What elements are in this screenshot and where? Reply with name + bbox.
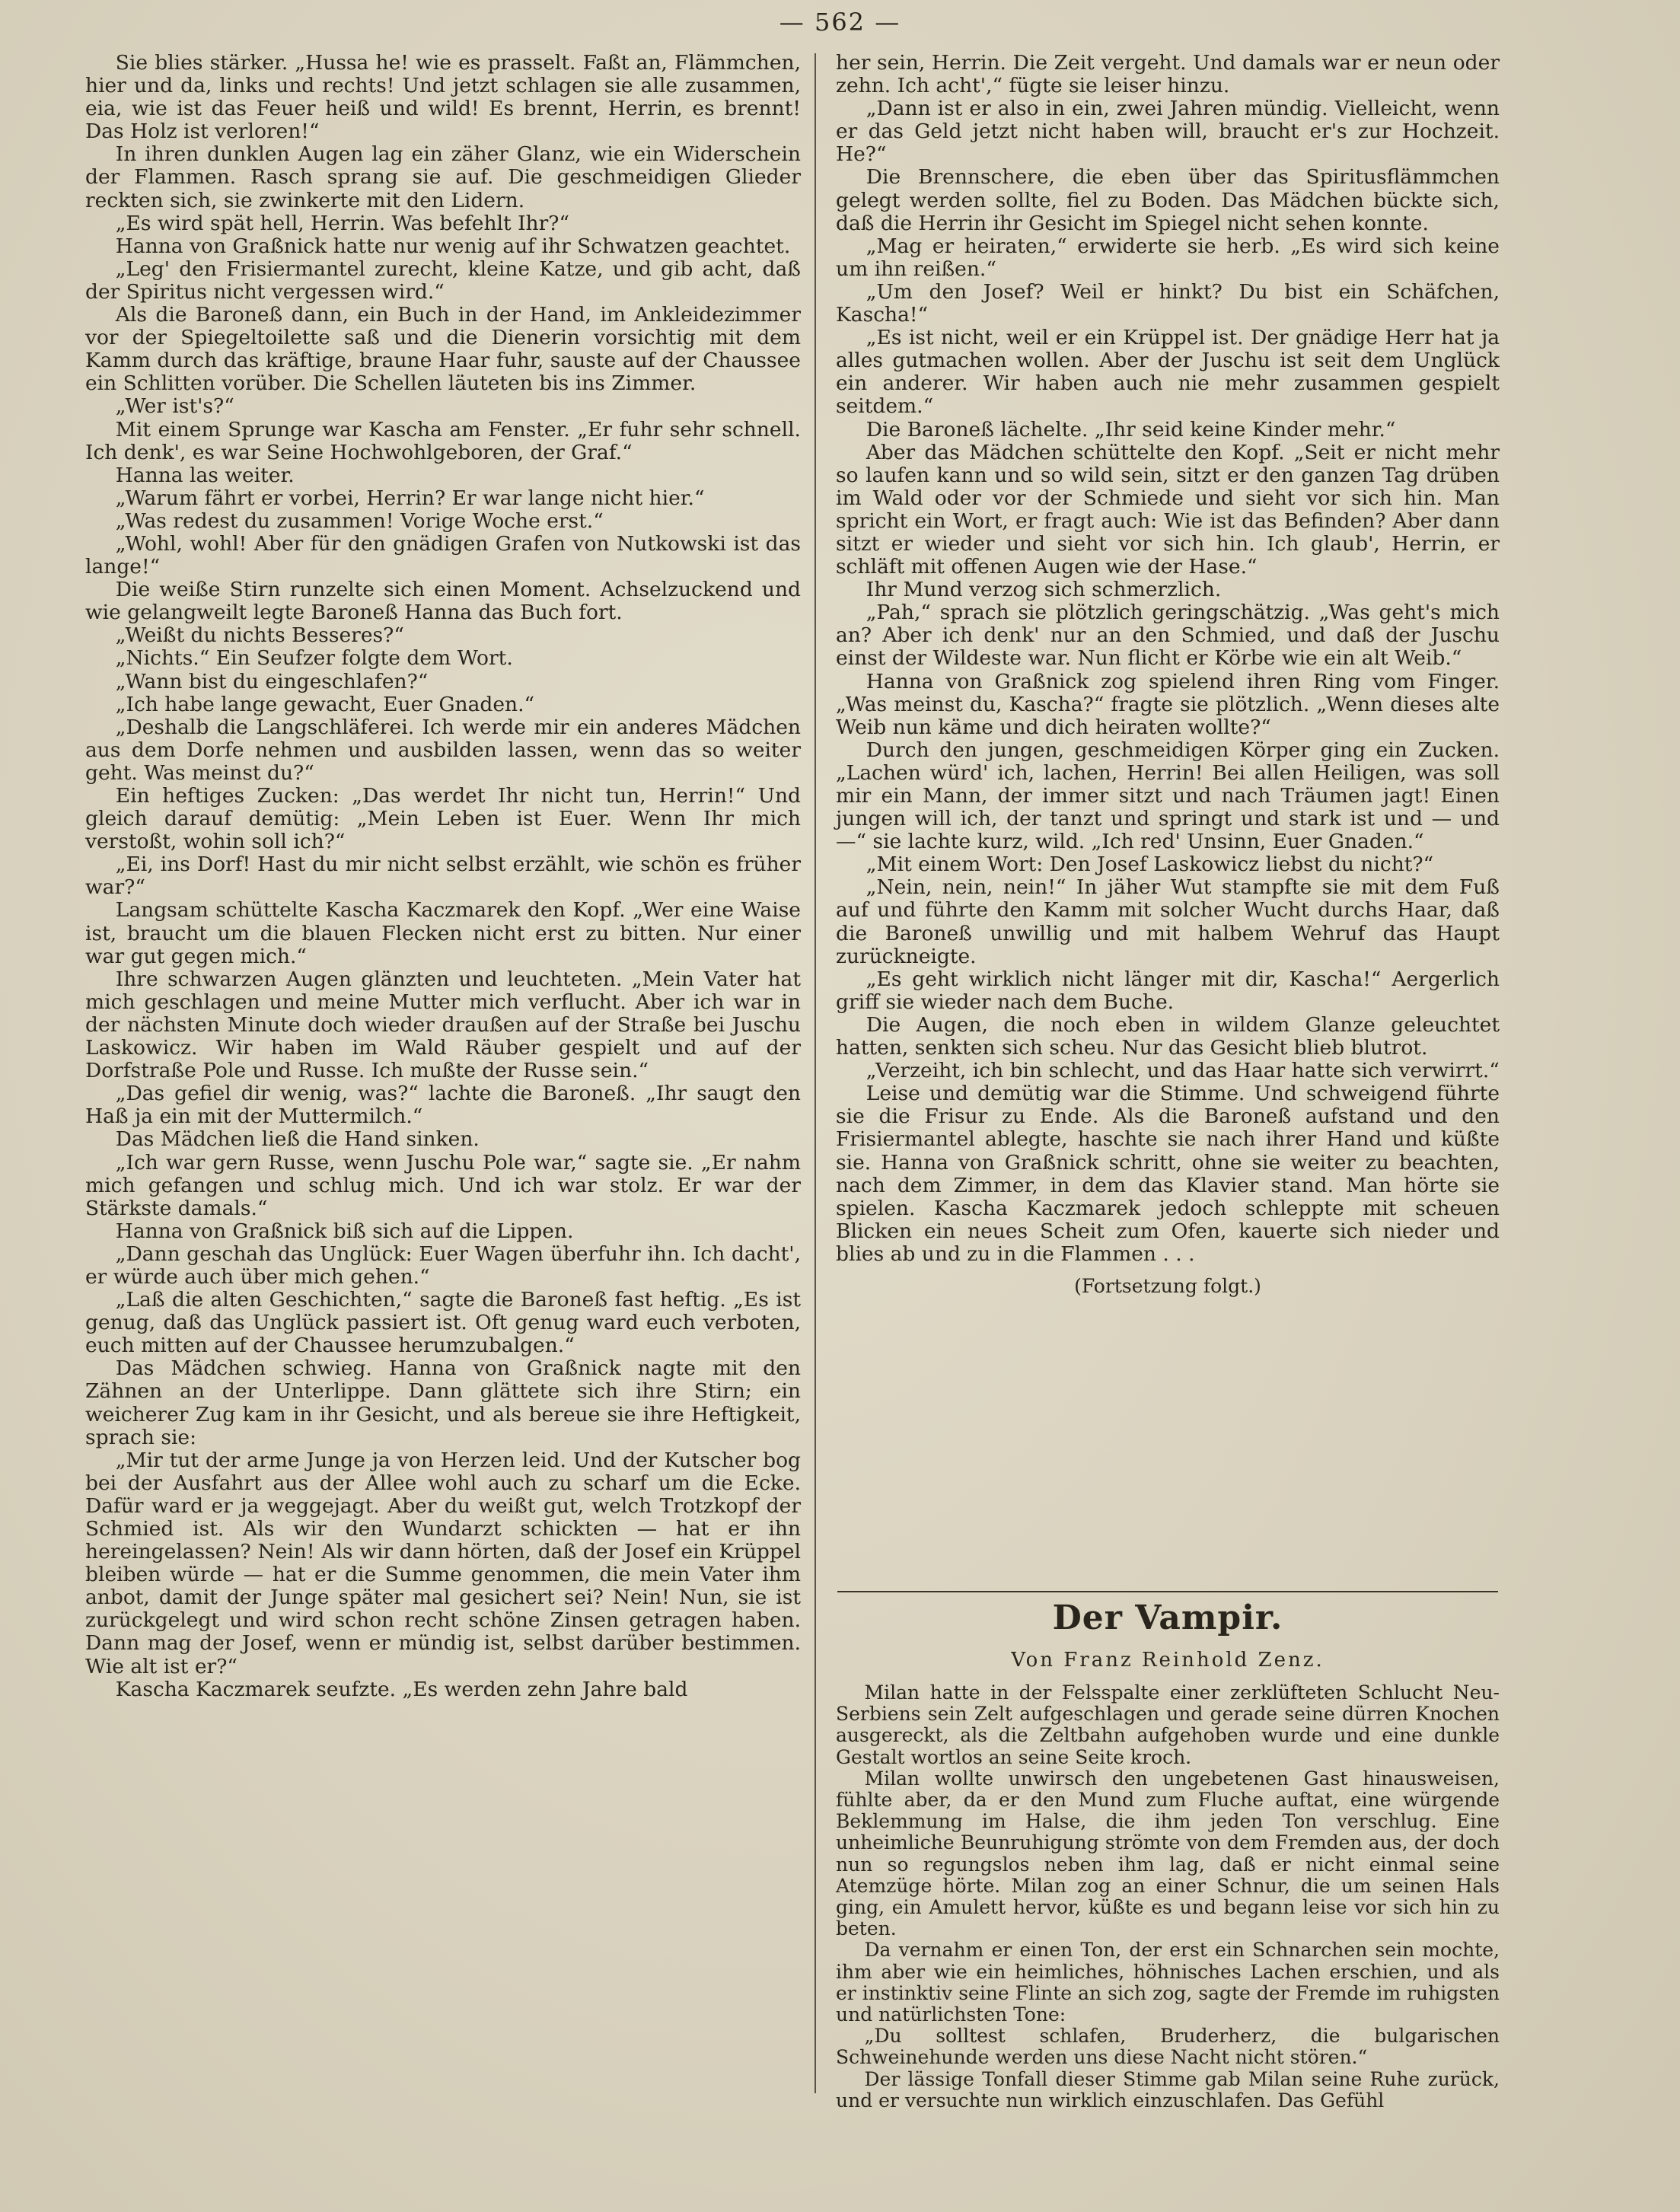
paragraph: „Dann geschah das Unglück: Euer Wagen überfuhr ihn. Ich dacht', er würde auch über mich gehen.“ [85, 1241, 801, 1289]
paragraph: „Um den Josef? Weil er hinkt? Du bist ein Schäfchen, Kascha!“ [836, 279, 1500, 327]
column-divider [814, 53, 816, 2093]
paragraph: „Wohl, wohl! Aber für den gnädigen Grafen von Nutkowski ist das lange!“ [85, 531, 801, 579]
paragraph: „Leg' den Frisiermantel zurecht, kleine Katze, und gib acht, daß der Spiritus nicht vergessen wird.“ [85, 257, 801, 304]
right-column [836, 52, 1500, 1298]
paragraph: „Mir tut der arme Junge ja von Herzen leid. Und der Kutscher bog bei der Ausfahrt aus der Allee wohl auch zu scharf um die Ecke. Dafür ward er ja weggejagt. Aber du weißt gut, welch Trotzkopf der Schmied ist. Als wir den Wundarzt schickten — hat er ihn hereingelassen? Nein! Als wir dann hörten, daß der Josef ein Krüppel bleiben würde — hat er die Summe genommen, die mein Vater ihm anbot, damit der Junge später mal gesichert sei? Nein! Nun, sie ist zurückgelegt und wird schon recht schöne Zinsen getragen haben. Dann mag der Josef, wenn er mündig ist, selbst darüber bestimmen. Wie alt ist er?“ [85, 1448, 801, 1678]
story-body [836, 1682, 1500, 2112]
paragraph: „Pah,“ sprach sie plötzlich geringschätzig. „Was geht's mich an? Aber ich denk' nur an den Schmied, und daß der Juschu einst der Wildeste war. Nun flicht er Körbe wie ein alt Weib.“ [836, 601, 1500, 671]
page-number: — 562 — [779, 8, 901, 37]
paragraph: Kascha Kaczmarek seufzte. „Es werden zehn Jahre bald [115, 1677, 688, 1701]
paragraph: In ihren dunklen Augen lag ein zäher Glanz, wie ein Widerschein der Flammen. Rasch sprang sie auf. Die geschmeidigen Glieder reckten sich, sie zwinkerte mit den Lidern. [85, 142, 801, 212]
paragraph: „Es wird spät hell, Herrin. Was befehlt Ihr?“ [115, 211, 570, 235]
paragraph: Ihr Mund verzog sich schmerzlich. [866, 578, 1222, 602]
paragraph: Ihre schwarzen Augen glänzten und leuchteten. „Mein Vater hat mich geschlagen und meine Mutter mich verflucht. Aber ich war in der nächsten Minute doch wieder draußen auf der Straße bei Juschu Laskowicz. Wir haben im Wald Räuber gespielt und auf der Dorfstraße Pole und Russe. Ich mußte der Russe sein.“ [85, 967, 801, 1083]
paragraph: Sie blies stärker. „Hussa he! wie es prasselt. Faßt an, Flämmchen, hier und da, links und rechts! Und jetzt schlagen sie alle zusammen, eia, wie ist das Feuer heiß und wild! Es brennt, Herrin, es brennt! Das Holz ist verloren!“ [85, 51, 801, 144]
paragraph: Die weiße Stirn runzelte sich einen Moment. Achselzuckend und wie gelangweilt legte Baroneß Hanna das Buch fort. [85, 578, 801, 625]
paragraph: „Ich habe lange gewacht, Euer Gnaden.“ [115, 692, 535, 716]
paragraph: Der lässige Tonfall dieser Stimme gab Milan seine Ruhe zurück, und er versuchte nun wirklich einzuschlafen. Das Gefühl [836, 2067, 1500, 2112]
paragraph: Mit einem Sprunge war Kascha am Fenster. „Er fuhr sehr schnell. Ich denk', es war Seine Hochwohlgeboren, der Graf.“ [85, 417, 801, 464]
left-column [85, 52, 801, 1701]
paragraph: Hanna las weiter. [115, 463, 295, 487]
story-author: Von Franz Reinhold Zenz. [1011, 1649, 1325, 1672]
paragraph: „Deshalb die Langschläferei. Ich werde mir ein anderes Mädchen aus dem Dorfe nehmen und ausbilden lassen, wenn das so weiter geht. Was meinst du?“ [85, 715, 801, 785]
paragraph: „Nein, nein, nein!“ In jäher Wut stampfte sie mit dem Fuß auf und führte den Kamm mit solcher Wucht durchs Haar, daß die Baroneß unwillig und mit halbem Wehruf das Haupt zurückneigte. [836, 875, 1500, 968]
paragraph: Ein heftiges Zucken: „Das werdet Ihr nicht tun, Herrin!“ Und gleich darauf demütig: „Mein Leben ist Euer. Wenn Ihr mich verstoßt, wohin soll ich?“ [85, 784, 801, 854]
paragraph: „Mit einem Wort: Den Josef Laskowicz liebst du nicht?“ [866, 853, 1434, 877]
paragraph: Milan hatte in der Felsspalte einer zerklüfteten Schlucht Neu-Serbiens sein Zelt aufgeschlagen und gerade seine dürren Knochen ausgereckt, als die Zeltbahn aufgehoben wurde und eine dunkle Gestalt wortlos an seine Seite kroch. [836, 1681, 1500, 1768]
paragraph: „Verzeiht, ich bin schlecht, und das Haar hatte sich verwirrt.“ [866, 1059, 1500, 1083]
paragraph: „Ei, ins Dorf! Hast du mir nicht selbst erzählt, wie schön es früher war?“ [85, 853, 801, 900]
paragraph: „Ich war gern Russe, wenn Juschu Pole war,“ sagte sie. „Er nahm mich gefangen und schlug mich. Und ich war stolz. Er war der Stärkste damals.“ [85, 1150, 801, 1220]
paragraph: „Weißt du nichts Besseres?“ [115, 623, 404, 648]
paragraph: Langsam schüttelte Kascha Kaczmarek den Kopf. „Wer eine Waise ist, braucht um die blauen Flecken nicht erst zu bitten. Nur einer war gut gegen mich.“ [85, 898, 801, 968]
paragraph: Die Brennschere, die eben über das Spiritusflämmchen gelegt werden sollte, fiel zu Boden. Das Mädchen bückte sich, daß die Herrin ihr Gesicht im Spiegel nicht sehen konnte. [836, 165, 1500, 235]
paragraph: „Was redest du zusammen! Vorige Woche erst.“ [115, 508, 604, 533]
paragraph: Das Mädchen schwieg. Hanna von Graßnick nagte mit den Zähnen an der Unterlippe. Dann glättete sich ihre Stirn; ein weicherer Zug kam in ihr Gesicht, und als bereue sie ihre Heftigkeit, sprach sie: [85, 1356, 801, 1449]
paragraph: Durch den jungen, geschmeidigen Körper ging ein Zucken. „Lachen würd' ich, lachen, Herrin! Bei allen Heiligen, was soll mir ein Mann, der immer sitzt und nach Träumen jagt! Einen jungen will ich, der tanzt und springt und stark ist und — und —“ sie lachte kurz, wild. „Ich red' Unsinn, Euer Gnaden.“ [836, 738, 1500, 854]
paragraph: Das Mädchen ließ die Hand sinken. [115, 1127, 480, 1152]
story-title: Der Vampir. [1052, 1598, 1283, 1637]
continued-note: (Fortsetzung folgt.) [1074, 1274, 1261, 1297]
paragraph: „Wer ist's?“ [115, 394, 234, 419]
paragraph: „Warum fährt er vorbei, Herrin? Er war lange nicht hier.“ [115, 486, 705, 510]
paragraph: „Das gefiel dir wenig, was?“ lachte die Baroneß. „Ihr saugt den Haß ja ein mit der Muttermilch.“ [85, 1082, 801, 1129]
paragraph: „Es geht wirklich nicht länger mit dir, Kascha!“ Aergerlich griff sie wieder nach dem Buche. [836, 967, 1500, 1014]
paragraph: her sein, Herrin. Die Zeit vergeht. Und damals war er neun oder zehn. Ich acht',“ fügte sie leiser hinzu. [836, 51, 1500, 98]
paragraph: „Es ist nicht, weil er ein Krüppel ist. Der gnädige Herr hat ja alles gutmachen wollen. Aber der Juschu ist seit dem Unglück ein anderer. Wir haben auch nie mehr zusammen gespielt seitdem.“ [836, 326, 1500, 419]
paragraph: „Laß die alten Geschichten,“ sagte die Baroneß fast heftig. „Es ist genug, daß das Unglück passiert ist. Oft genug ward euch verboten, euch mitten auf der Chaussee herumzubalgen.“ [85, 1288, 801, 1358]
paragraph: Die Baroneß lächelte. „Ihr seid keine Kinder mehr.“ [866, 417, 1396, 441]
paragraph: „Nichts.“ Ein Seufzer folgte dem Wort. [115, 646, 513, 671]
paragraph: Aber das Mädchen schüttelte den Kopf. „Seit er nicht mehr so laufen kann und so wild sein, sitzt er den ganzen Tag drüben im Wald oder vor der Schmiede und sieht vor sich hin. Man spricht ein Wort, er fragt auch: Wie ist das Befinden? Aber dann sitzt er wieder und sieht vor sich hin. Ich glaub', Herrin, er schläft mit offenen Augen wie der Hase.“ [836, 440, 1500, 579]
paragraph: „Wann bist du eingeschlafen?“ [115, 669, 429, 693]
paragraph: Da vernahm er einen Ton, der erst ein Schnarchen sein mochte, ihm aber wie ein heimliches, höhnisches Lachen erschien, und als er instinktiv seine Flinte an sich zog, sagte der Fremde im ruhigsten und natürlichsten Tone: [836, 1939, 1500, 2026]
paragraph: Hanna von Graßnick zog spielend ihren Ring vom Finger. „Was meinst du, Kascha?“ fragte sie plötzlich. „Wenn dieses alte Weib nun käme und dich heiraten wollte?“ [836, 669, 1500, 739]
paragraph: „Dann ist er also in ein, zwei Jahren mündig. Vielleicht, wenn er das Geld jetzt nicht haben will, braucht er's zur Hochzeit. He?“ [836, 97, 1500, 167]
paragraph: „Du solltest schlafen, Bruderherz, die bulgarischen Schweinehunde werden uns diese Nacht nicht stören.“ [836, 2025, 1500, 2069]
paragraph: Hanna von Graßnick biß sich auf die Lippen. [115, 1219, 574, 1243]
paragraph: Leise und demütig war die Stimme. Und schweigend führte sie die Frisur zu Ende. Als die Baroneß aufstand und den Frisiermantel ablegte, haschte sie nach ihrer Hand und küßte sie. Hanna von Graßnick schritt, ohne sie weiter zu beachten, nach dem Zimmer, in dem das Klavier stand. Man hörte sie spielen. Kascha Kaczmarek jedoch schleppte mit scheuen Blicken ein neues Scheit zum Ofen, kauerte sich nieder und blies ab und zu in die Flammen . . . [836, 1082, 1500, 1266]
paragraph: Die Augen, die noch eben in wildem Glanze geleuchtet hatten, senkten sich scheu. Nur das Gesicht blieb blutrot. [836, 1012, 1500, 1060]
paragraph: Milan wollte unwirsch den ungebetenen Gast hinausweisen, fühlte aber, da er den Mund zum Fluche auftat, eine würgende Beklemmung im Halse, die ihm jeden Ton verschlug. Eine unheimliche Beunruhigung strömte von dem Fremden aus, der doch nun so regungslos neben ihm lag, daß er nicht einmal seine Atemzüge hörte. Milan zog an einer Schnur, die um seinen Hals ging, ein Amulett hervor, küßte es und begann leise vor sich hin zu beten. [836, 1767, 1500, 1940]
paragraph: Als die Baroneß dann, ein Buch in der Hand, im Ankleidezimmer vor der Spiegeltoilette saß und die Dienerin vorsichtig mit dem Kamm durch das kräftige, braune Haar fuhr, sauste auf der Chaussee ein Schlitten vorüber. Die Schellen läuteten bis ins Zimmer. [85, 303, 801, 396]
section-rule [837, 1591, 1498, 1592]
paragraph: „Mag er heiraten,“ erwiderte sie herb. „Es wird sich keine um ihn reißen.“ [836, 234, 1500, 281]
paragraph: Hanna von Graßnick hatte nur wenig auf ihr Schwatzen geachtet. [115, 234, 791, 258]
